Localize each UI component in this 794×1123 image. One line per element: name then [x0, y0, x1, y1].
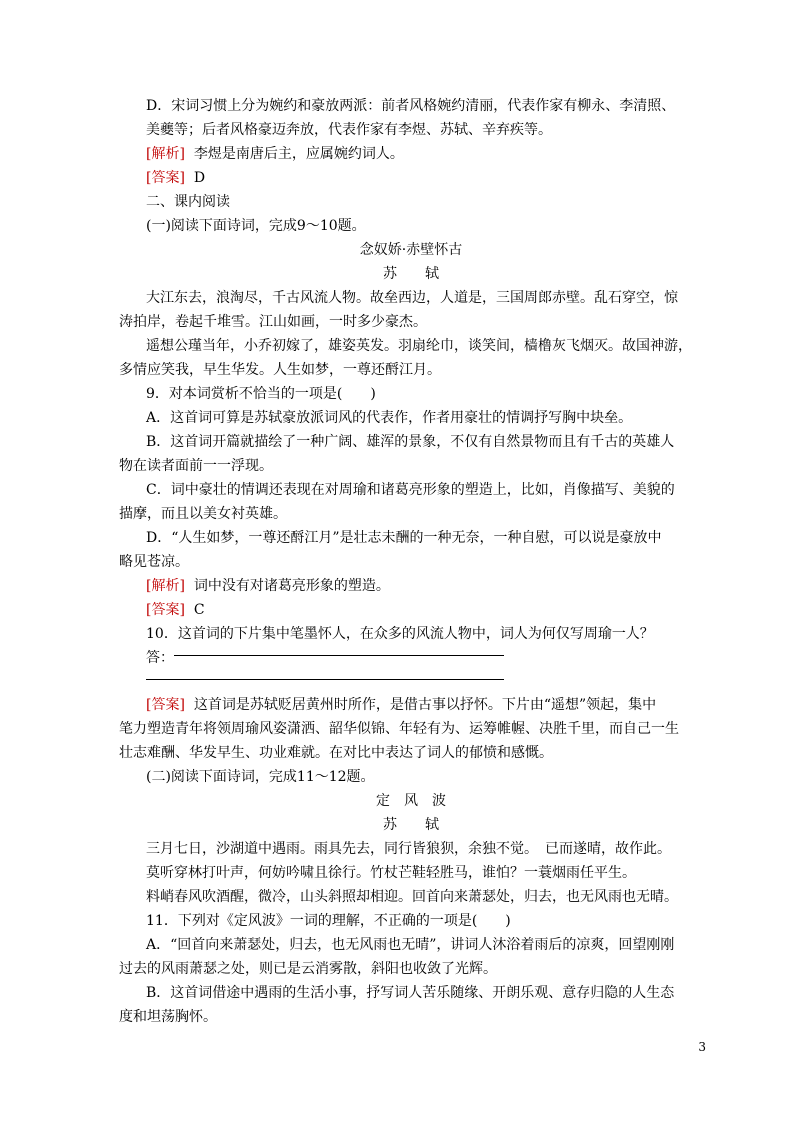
- q11-option-a2: 过去的风雨萧瑟之处，则已是云消雾散，斜阳也收敛了光辉。: [119, 961, 497, 977]
- answer-label: [答案]: [146, 697, 185, 713]
- question-10: 10．这首词的下片集中笔墨怀人，在众多的风流人物中，词人为何仅写周瑜一人？: [146, 626, 654, 642]
- q9-option-d1: D．“人生如梦，一尊还酹江月”是壮志未酬的一种无奈，一种自慰，可以说是豪放中: [146, 530, 662, 546]
- q10-answer-prefix: 答：: [146, 650, 174, 666]
- q11-option-b2: 度和坦荡胸怀。: [119, 1009, 217, 1025]
- poem1-line1: 大江东去，浪淘尽，千古风流人物。故垒西边，人道是，三国周郎赤壁。乱石穿空，惊: [146, 290, 678, 306]
- answer-label: [答案]: [146, 170, 185, 186]
- poem1-line3: 遥想公瑾当年，小乔初嫁了，雄姿英发。羽扇纶巾，谈笑间，樯橹灰飞烟灭。故国神游，: [146, 338, 692, 354]
- page-number: 3: [698, 1040, 706, 1054]
- answer-text: D: [193, 170, 206, 186]
- question-9: 9．对本词赏析不恰当的一项是( ): [146, 386, 376, 402]
- answer-3-line3: 壮志难酬、华发早生、功业难就。在对比中表达了词人的郁愤和感慨。: [119, 745, 553, 761]
- analysis-1: [146, 142, 676, 166]
- analysis-text: 李煜是南唐后主，应属婉约词人。: [193, 146, 404, 162]
- poem2-preface: 三月七日，沙湖道中遇雨。雨具先去，同行皆狼狈，余独不觉。 已而遂晴，故作此。: [146, 841, 671, 857]
- poem1-author: 苏 轼: [383, 266, 439, 282]
- q11-option-b1: B．这首词借途中遇雨的生活小事，抒写词人苦乐随缘、开朗乐观、意存归隐的人生态: [146, 985, 675, 1001]
- q9-option-d2: 略见苍凉。: [119, 554, 189, 570]
- analysis-2: [146, 574, 676, 598]
- subsection-1: (一)阅读下面诗词，完成9～10题。: [146, 218, 366, 234]
- answer-3-line1: [146, 693, 676, 717]
- poem2-title: 定 风 波: [376, 793, 446, 809]
- q9-option-b1: B．这首词开篇就描绘了一种广阔、雄浑的景象，不仅有自然景物而且有千古的英雄人: [146, 434, 675, 450]
- answer-1: [146, 166, 676, 190]
- option-d-line2: 美夔等；后者风格豪迈奔放，代表作家有李煜、苏轼、辛弃疾等。: [146, 122, 552, 138]
- answer-text: C: [193, 602, 205, 618]
- poem1-title: 念奴娇·赤壁怀古: [359, 242, 463, 258]
- answer-2: [146, 598, 676, 622]
- poem2-line1: 莫听穿林打叶声，何妨吟啸且徐行。竹杖芒鞋轻胜马，谁怕？一蓑烟雨任平生。: [146, 865, 636, 881]
- answer-3-line2: 笔力塑造青年将领周瑜风姿潇洒、韶华似锦、年轻有为、运筹帷幄、决胜千里，而自己一生: [119, 721, 679, 737]
- section-heading: 二、课内阅读: [146, 194, 230, 210]
- q9-option-b2: 物在读者面前一一浮现。: [119, 458, 273, 474]
- poem1-line2: 涛拍岸，卷起千堆雪。江山如画，一时多少豪杰。: [119, 314, 427, 330]
- analysis-label: [解析]: [146, 578, 185, 594]
- answer-label: [答案]: [146, 602, 185, 618]
- poem2-line2: 料峭春风吹酒醒，微冷，山头斜照却相迎。回首向来萧瑟处，归去，也无风雨也无晴。: [146, 889, 678, 905]
- analysis-text: 词中没有对诸葛亮形象的塑造。: [193, 578, 390, 594]
- q9-option-a: A．这首词可算是苏轼豪放派词风的代表作，作者用豪壮的情调抒写胸中块垒。: [146, 410, 633, 426]
- option-d-line1: D．宋词习惯上分为婉约和豪放两派：前者风格婉约清丽，代表作家有柳永、李清照、: [146, 98, 676, 114]
- poem2-author: 苏 轼: [383, 817, 439, 833]
- analysis-label: [解析]: [146, 146, 185, 162]
- answer-blank-line-2: [146, 679, 504, 680]
- question-11: 11．下列对《定风波》一词的理解，不正确的一项是( ): [146, 913, 511, 929]
- answer-blank-line-1: [174, 655, 504, 656]
- answer-text: 这首词是苏轼贬居黄州时所作，是借古事以抒怀。下片由“遥想”领起，集中: [193, 697, 657, 713]
- subsection-2: (二)阅读下面诗词，完成11～12题。: [146, 769, 375, 785]
- q9-option-c2: 描摩，而且以美女衬英雄。: [119, 506, 287, 522]
- poem1-line4: 多情应笑我，早生华发。人生如梦，一尊还酹江月。: [119, 362, 441, 378]
- q9-option-c1: C．词中豪壮的情调还表现在对周瑜和诸葛亮形象的塑造上，比如，肖像描写、美貌的: [146, 482, 675, 498]
- q11-option-a1: A．“回首向来萧瑟处，归去，也无风雨也无晴”，讲词人沐浴着雨后的凉爽，回望刚刚: [146, 937, 675, 953]
